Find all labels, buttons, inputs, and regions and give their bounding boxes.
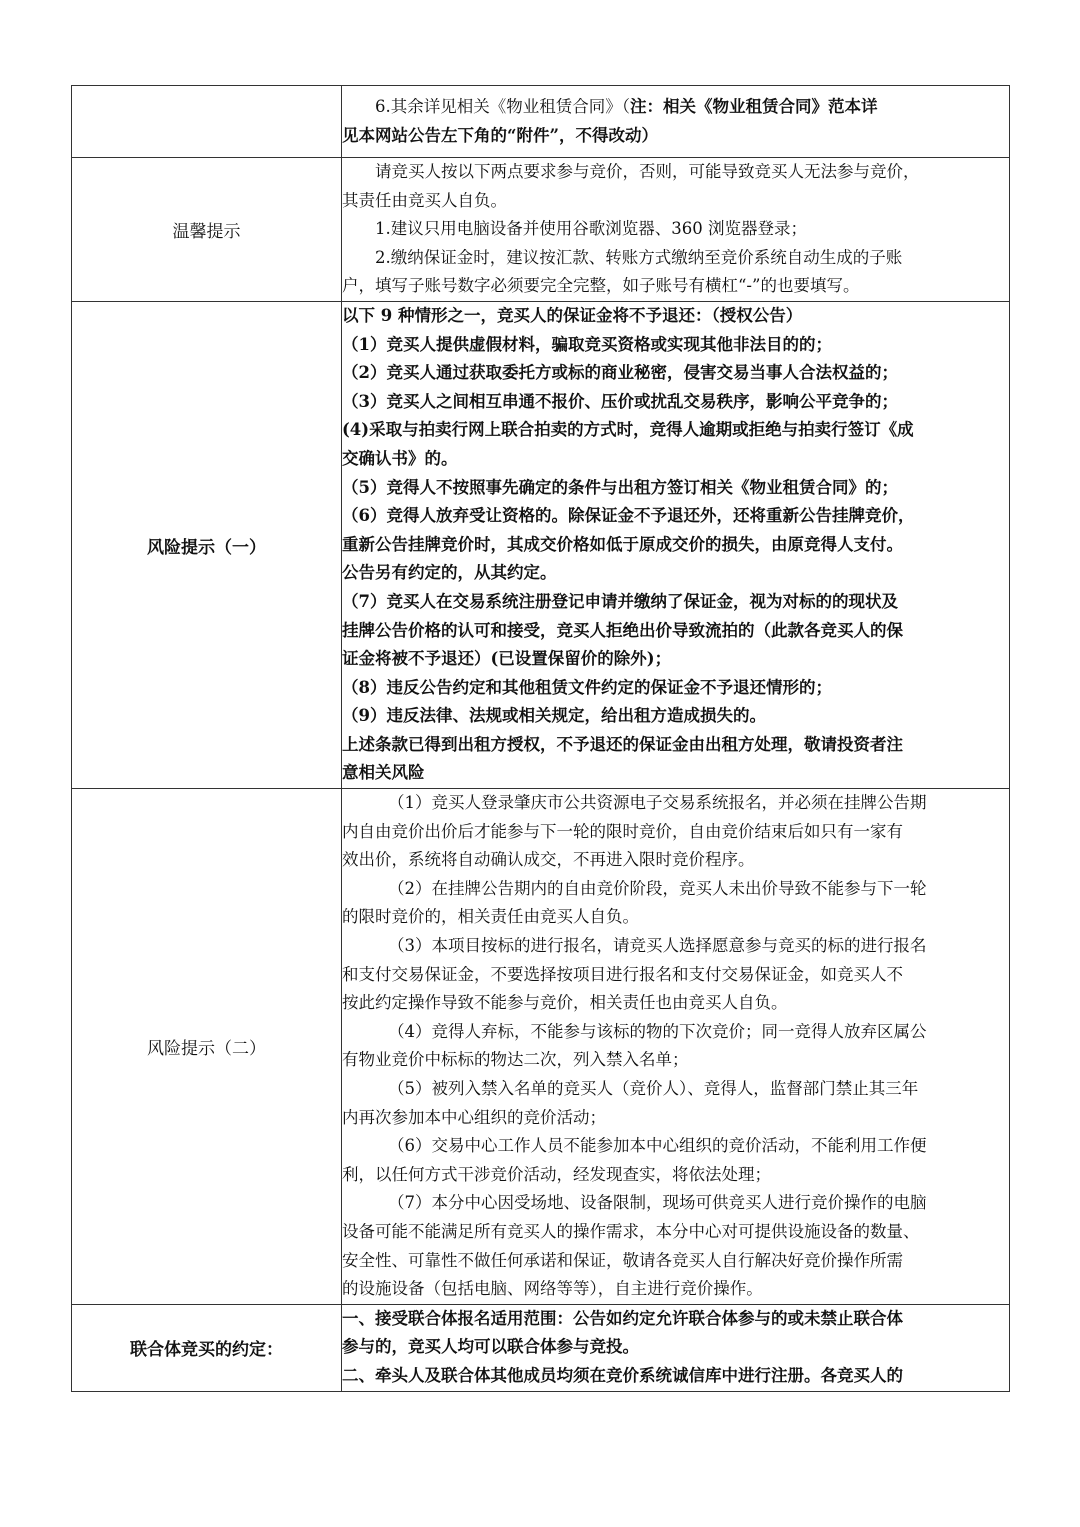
announcement-table — [71, 85, 1010, 1392]
text-line: 的设施设备（包括电脑、网络等等），自主进行竞价操作。 — [342, 1279, 763, 1299]
text-line: 按此约定操作导致不能参与竞价，相关责任也由竞买人自负。 — [342, 993, 788, 1013]
table-row — [72, 301, 1010, 788]
text-line: 户，填写子账号数字必须要完全完整，如子账号有横杠“-”的也要填写。 — [342, 276, 860, 296]
row-content — [342, 1304, 1010, 1391]
text-line: （5）竞得人不按照事先确定的条件与出租方签订相关《物业租赁合同》的； — [342, 477, 898, 497]
text-line: 一、接受联合体报名适用范围：公告如约定允许联合体参与的或未禁止联合体 — [342, 1308, 903, 1328]
row-content — [342, 158, 1010, 302]
text-line: 重新公告挂牌竞价时，其成交价格如低于原成交价的损失，由原竞得人支付。 — [342, 534, 903, 554]
text-line: 意相关风险 — [342, 763, 425, 783]
text-line: 的限时竞价的，相关责任由竞买人自负。 — [342, 907, 639, 927]
text-line: 安全性、可靠性不做任何承诺和保证，敬请各竞买人自行解决好竞价操作所需 — [342, 1250, 903, 1270]
text-line: 6.其余详见相关《物业租赁合同》（注：相关《物业租赁合同》范本详 — [375, 96, 878, 116]
text-line: （1）竞买人提供虚假材料，骗取竞买资格或实现其他非法目的的； — [342, 334, 832, 354]
text-line: 有物业竞价中标标的物达二次，列入禁入名单； — [342, 1050, 689, 1070]
text-line: （1）竞买人登录肇庆市公共资源电子交易系统报名，并必须在挂牌公告期 — [388, 793, 927, 813]
text-line: 和支付交易保证金，不要选择按项目进行报名和支付交易保证金，如竞买人不 — [342, 964, 903, 984]
text-line: 效出价，系统将自动确认成交，不再进入限时竞价程序。 — [342, 850, 755, 870]
text-line: 交确认书》的。 — [342, 448, 458, 468]
row-label: 风险提示（二） — [72, 789, 342, 1305]
text-line: （6）交易中心工作人员不能参加本中心组织的竞价活动，不能利用工作便 — [388, 1136, 927, 1156]
text-line: （8）违反公告约定和其他租赁文件约定的保证金不予退还情形的； — [342, 677, 832, 697]
text-line: 挂牌公告价格的认可和接受，竞买人拒绝出价导致流拍的（此款各竞买人的保 — [342, 620, 903, 640]
text-line: （3）本项目按标的进行报名，请竞买人选择愿意参与竞买的标的进行报名 — [388, 936, 927, 956]
text-line: 参与的，竞买人均可以联合体参与竞投。 — [342, 1337, 639, 1357]
text-line: （7）竞买人在交易系统注册登记申请并缴纳了保证金，视为对标的的现状及 — [342, 591, 898, 611]
text-line: （6）竞得人放弃受让资格的。除保证金不予退还外，还将重新公告挂牌竞价， — [342, 506, 915, 526]
text-line: 证金将被不予退还）(已设置保留价的除外)； — [342, 649, 672, 669]
text-line: （7）本分中心因受场地、设备限制，现场可供竞买人进行竞价操作的电脑 — [388, 1193, 927, 1213]
text-line: 设备可能不能满足所有竞买人的操作需求，本分中心对可提供设施设备的数量、 — [342, 1221, 920, 1241]
row-label: 联合体竞买的约定： — [72, 1304, 342, 1391]
text-line: 公告另有约定的，从其约定。 — [342, 563, 557, 583]
text-line: 上述条款已得到出租方授权，不予退还的保证金由出租方处理，敬请投资者注 — [342, 734, 903, 754]
text-line: 以下 9 种情形之一，竞买人的保证金将不予退还：（授权公告） — [342, 305, 803, 325]
text-line: 二、牵头人及联合体其他成员均须在竞价系统诚信库中进行注册。各竞买人的 — [342, 1365, 903, 1385]
text-line: 请竞买人按以下两点要求参与竞价，否则，可能导致竞买人无法参与竞价， — [375, 162, 920, 181]
text-line: （9）违反法律、法规或相关规定，给出租方造成损失的。 — [342, 706, 766, 726]
text-line: 其责任由竞买人自负。 — [342, 190, 507, 210]
text-line: 2.缴纳保证金时，建议按汇款、转账方式缴纳至竞价系统自动生成的子账 — [375, 247, 903, 267]
text-line: （3）竞买人之间相互串通不报价、压价或扰乱交易秩序，影响公平竞争的； — [342, 391, 898, 411]
text-line: 利，以任何方式干涉竞价活动，经发现查实，将依法处理； — [342, 1164, 771, 1184]
text-line: 1.建议只用电脑设备并使用谷歌浏览器、360 浏览器登录； — [375, 219, 807, 239]
table-row — [72, 789, 1010, 1305]
text-line: (4)采取与拍卖行网上联合拍卖的方式时，竞得人逾期或拒绝与拍卖行签订《成 — [342, 420, 914, 440]
row-label: 风险提示（一） — [72, 301, 342, 788]
table-row — [72, 158, 1010, 302]
text-line: （5）被列入禁入名单的竞买人（竞价人）、竞得人，监督部门禁止其三年 — [388, 1079, 919, 1098]
text-line: （4）竞得人弃标，不能参与该标的物的下次竞价；同一竞得人放弃区属公 — [388, 1021, 927, 1041]
table-row — [72, 1304, 1010, 1391]
row-label — [72, 86, 342, 158]
row-content — [342, 301, 1010, 788]
text-line: （2）竞买人通过获取委托方或标的商业秘密，侵害交易当事人合法权益的； — [342, 363, 898, 383]
text-line: （2）在挂牌公告期内的自由竞价阶段，竞买人未出价导致不能参与下一轮 — [388, 878, 927, 898]
text-line: 见本网站公告左下角的“附件”，不得改动） — [342, 125, 658, 145]
text-line: 内自由竞价出价后才能参与下一轮的限时竞价，自由竞价结束后如只有一家有 — [342, 821, 903, 841]
table-row — [72, 86, 1010, 158]
row-content — [342, 86, 1010, 158]
row-content — [342, 789, 1010, 1305]
text-line: 内再次参加本中心组织的竞价活动； — [342, 1107, 606, 1127]
row-label: 温馨提示 — [72, 158, 342, 302]
